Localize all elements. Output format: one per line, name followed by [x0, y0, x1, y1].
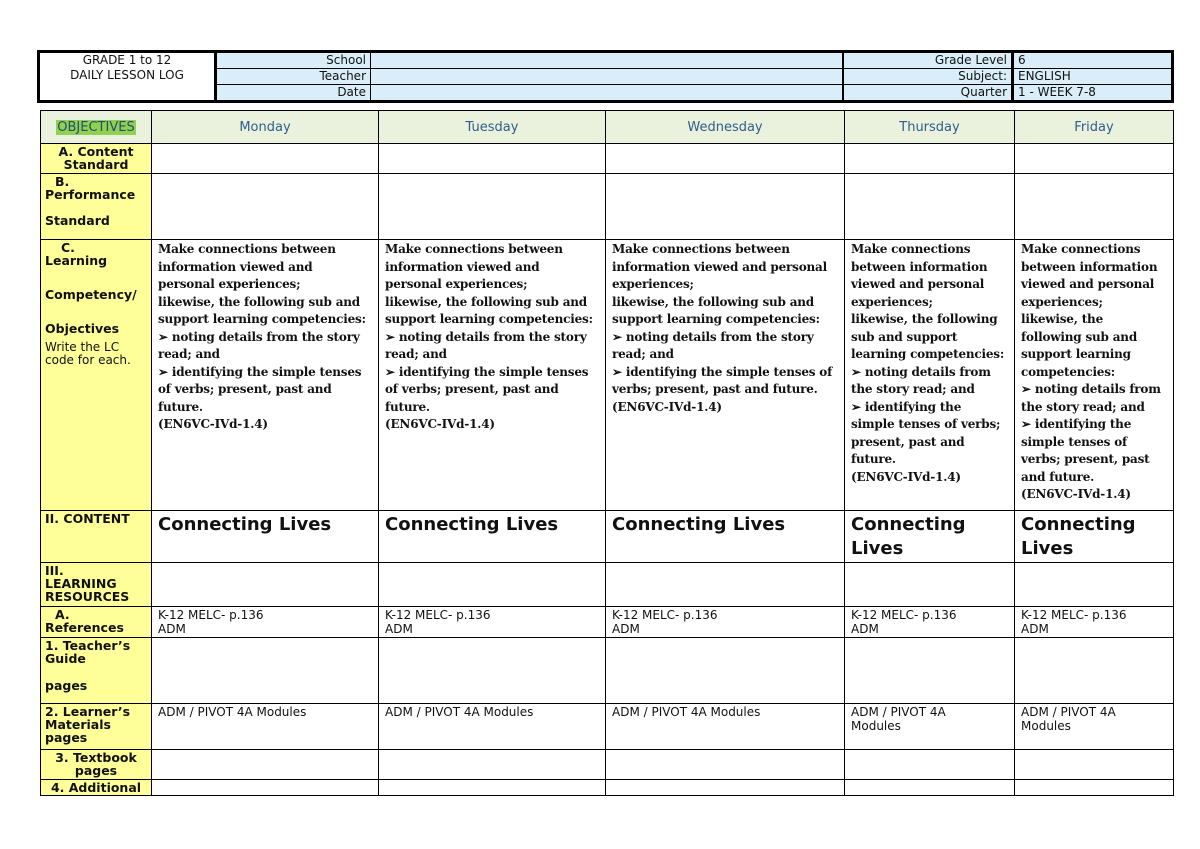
cell-line: viewed and personal: [1021, 277, 1155, 291]
cell-line: Lives: [851, 538, 904, 559]
cell[interactable]: [606, 144, 845, 174]
row-label-line: pages: [45, 730, 88, 745]
references-cell-tuesday[interactable]: [379, 607, 606, 638]
objectives-header-label: OBJECTIVES: [57, 119, 135, 135]
lesson-table: [40, 110, 1174, 796]
cell-line: ADM: [612, 622, 640, 636]
cell-line: support learning: [1021, 347, 1131, 361]
cell-line: support learning competencies:: [385, 312, 593, 326]
cell-line: K-12 MELC- p.136: [851, 608, 957, 622]
row-label-performance-standard: [41, 174, 152, 240]
content-cell-friday[interactable]: [1015, 511, 1174, 563]
header-table: [37, 50, 1174, 103]
cell[interactable]: [606, 780, 845, 796]
cell-line: ADM / PIVOT 4A: [1021, 705, 1116, 719]
cell-line: likewise, the following sub and: [158, 294, 360, 309]
learners-materials-cell-tuesday[interactable]: [379, 704, 606, 750]
row-label-textbook: [41, 750, 152, 780]
references-cell-thursday[interactable]: [845, 607, 1015, 638]
row-label-line: Standard: [63, 157, 129, 172]
cell[interactable]: [845, 638, 1015, 704]
cell-line: verbs; present, past: [1021, 452, 1150, 466]
cell-line: ADM: [1021, 622, 1049, 636]
subject-label: Subject:: [843, 69, 1013, 85]
cell-line: ➢ identifying the simple tenses: [385, 364, 589, 379]
row-label-content: II. CONTENT: [41, 511, 152, 563]
cell-line: read; and: [612, 347, 674, 361]
cell-line: Connecting: [1021, 514, 1136, 535]
competency-cell-friday[interactable]: [1015, 240, 1174, 511]
row-label-line: Learning: [45, 253, 108, 268]
cell-line: (EN6VC-IVd-1.4): [385, 417, 495, 431]
competency-cell-monday[interactable]: [152, 240, 379, 511]
cell[interactable]: [845, 174, 1015, 240]
cell[interactable]: [1015, 174, 1174, 240]
cell-line: and future.: [1021, 469, 1095, 484]
cell-line: likewise, the following sub and: [612, 294, 814, 309]
row-label-additional: 4. Additional: [41, 780, 152, 796]
row-label-line: RESOURCES: [45, 589, 130, 604]
lc-note-line: Write the LC: [45, 340, 120, 354]
cell-line: Connecting Lives: [612, 514, 786, 535]
competency-cell-wednesday[interactable]: [606, 240, 845, 511]
cell-line: information viewed and: [385, 259, 540, 274]
school-label: School: [216, 52, 371, 69]
references-cell-monday[interactable]: [152, 607, 379, 638]
cell-line: information viewed and: [158, 259, 313, 274]
row-label-line: [45, 267, 147, 288]
row-label-line: Materials: [45, 717, 111, 732]
cell[interactable]: [845, 144, 1015, 174]
competency-cell-tuesday[interactable]: [379, 240, 606, 511]
row-label-line: Standard: [45, 213, 110, 228]
row-label-line: C.: [61, 240, 75, 255]
row-label-line: LEARNING: [45, 576, 117, 591]
cell-line: support learning competencies:: [612, 312, 820, 326]
date-field[interactable]: [371, 85, 843, 102]
learners-materials-cell-monday[interactable]: [152, 704, 379, 750]
row-label-line: 2. Learner’s: [45, 704, 131, 719]
cell-line: of verbs; present, past and: [385, 382, 559, 396]
cell-line: support learning competencies:: [158, 312, 366, 326]
cell-line: Modules: [851, 719, 901, 733]
cell[interactable]: [379, 563, 606, 607]
cell-line: ➢ identifying the: [1021, 417, 1132, 431]
cell-line: likewise, the: [1021, 312, 1104, 326]
cell[interactable]: [152, 638, 379, 704]
cell-line: K-12 MELC- p.136: [612, 608, 718, 622]
cell[interactable]: [152, 174, 379, 240]
cell-line: likewise, the following sub and: [385, 294, 587, 309]
cell-line: competencies:: [1021, 364, 1116, 379]
cell[interactable]: [379, 144, 606, 174]
day-header-wednesday: Wednesday: [606, 111, 845, 144]
title-line2: DAILY LESSON LOG: [70, 68, 184, 82]
cell[interactable]: [152, 750, 379, 780]
log-title: [39, 52, 216, 102]
cell[interactable]: [379, 780, 606, 796]
learners-materials-cell-friday[interactable]: [1015, 704, 1174, 750]
cell[interactable]: [379, 174, 606, 240]
cell-line: ADM / PIVOT 4A Modules: [612, 705, 761, 719]
table-row: [41, 780, 1174, 796]
cell-line: experiences;: [612, 277, 694, 291]
row-label-line: pages: [45, 678, 88, 693]
cell-line: likewise, the following: [851, 312, 998, 326]
cell-line: K-12 MELC- p.136: [158, 608, 264, 622]
cell-line: following sub and: [1021, 329, 1138, 344]
cell[interactable]: [379, 638, 606, 704]
title-line1: GRADE 1 to 12: [82, 53, 172, 67]
table-row: [41, 607, 1174, 638]
cell-line: sub and support: [851, 329, 958, 344]
learners-materials-cell-wednesday[interactable]: [606, 704, 845, 750]
cell-line: read; and: [385, 347, 447, 361]
cell-line: ADM / PIVOT 4A: [851, 705, 946, 719]
row-label-line: Competency/: [45, 287, 137, 302]
cell-line: experiences;: [851, 294, 933, 309]
cell-line: between information: [851, 259, 988, 274]
row-label-line: A. Content: [58, 144, 134, 159]
cell[interactable]: [1015, 750, 1174, 780]
cell-line: between information: [1021, 259, 1158, 274]
cell-line: ADM: [385, 622, 413, 636]
quarter-label: Quarter: [843, 85, 1013, 102]
day-header-monday: Monday: [152, 111, 379, 144]
cell-line: future.: [851, 452, 896, 466]
cell-line: ➢ noting details from the story: [385, 329, 587, 344]
row-label-learning-resources: [41, 563, 152, 607]
row-label-line: References: [45, 620, 124, 635]
cell-line: ADM / PIVOT 4A Modules: [385, 705, 534, 719]
cell-line: (EN6VC-IVd-1.4): [158, 417, 268, 431]
cell[interactable]: [1015, 780, 1174, 796]
table-row: [41, 563, 1174, 607]
cell-line: ➢ identifying the simple tenses: [158, 364, 362, 379]
cell-line: Connecting Lives: [158, 514, 332, 535]
quarter-field[interactable]: 1 - WEEK 7-8: [1013, 85, 1173, 102]
row-label-references: [41, 607, 152, 638]
cell-line: the story read; and: [1021, 399, 1145, 414]
cell-line: ➢ noting details from: [851, 364, 991, 379]
subject-field[interactable]: ENGLISH: [1013, 69, 1173, 85]
competency-cell-thursday[interactable]: [845, 240, 1015, 511]
cell-line: Make connections between: [612, 242, 790, 256]
cell-line: (EN6VC-IVd-1.4): [851, 469, 961, 484]
cell-line: read; and: [158, 347, 220, 361]
cell-line: simple tenses of: [1021, 434, 1127, 449]
grade-level-field[interactable]: 6: [1013, 52, 1173, 69]
cell[interactable]: [152, 563, 379, 607]
cell-line: ➢ noting details from the story: [612, 329, 814, 344]
teacher-field[interactable]: [371, 69, 843, 85]
row-label-line: 3. Textbook: [55, 750, 137, 765]
row-label-learners-materials: [41, 704, 152, 750]
cell-line: ➢ noting details from: [1021, 382, 1161, 396]
row-label-line: 1. Teacher’s: [45, 638, 131, 653]
row-label-line: A.: [55, 607, 70, 622]
cell-line: future.: [385, 399, 430, 414]
table-row: [41, 638, 1174, 704]
table-row: [41, 240, 1174, 511]
row-label-line: [45, 301, 147, 322]
school-field[interactable]: [371, 52, 843, 69]
row-label-learning-competency: [41, 240, 152, 511]
cell-line: (EN6VC-IVd-1.4): [1021, 487, 1131, 501]
cell[interactable]: [606, 638, 845, 704]
cell-line: K-12 MELC- p.136: [385, 608, 491, 622]
cell[interactable]: [152, 144, 379, 174]
cell[interactable]: [606, 750, 845, 780]
cell[interactable]: [1015, 144, 1174, 174]
cell[interactable]: [606, 563, 845, 607]
day-header-tuesday: Tuesday: [379, 111, 606, 144]
cell[interactable]: [1015, 638, 1174, 704]
cell-line: Lives: [1021, 538, 1074, 559]
cell-line: simple tenses of verbs;: [851, 417, 1001, 431]
objectives-header: [41, 111, 152, 144]
cell[interactable]: [1015, 563, 1174, 607]
row-label-line: [45, 665, 147, 679]
cell-line: Connecting Lives: [385, 514, 559, 535]
row-label-teachers-guide: [41, 638, 152, 704]
cell-line: present, past and: [851, 434, 965, 449]
cell-line: Make connections between: [158, 242, 336, 256]
cell-line: ➢ identifying the: [851, 399, 962, 414]
cell[interactable]: [606, 174, 845, 240]
cell-line: ADM: [158, 622, 186, 636]
date-label: Date: [216, 85, 371, 102]
cell-line: ADM: [851, 622, 879, 636]
row-label-line: Performance: [45, 187, 136, 202]
cell-line: viewed and personal: [851, 277, 985, 291]
cell-line: the story read; and: [851, 382, 975, 396]
content-cell-tuesday[interactable]: [379, 511, 606, 563]
cell-line: learning competencies:: [851, 347, 1005, 361]
cell-line: Make connections: [1021, 242, 1141, 256]
cell-line: experiences;: [1021, 294, 1103, 309]
grade-level-label: Grade Level: [843, 52, 1013, 69]
row-label-line: Guide: [45, 651, 86, 666]
cell-line: verbs; present, past and future.: [612, 382, 818, 396]
cell-line: K-12 MELC- p.136: [1021, 608, 1127, 622]
cell-line: of verbs; present, past and: [158, 382, 332, 396]
cell-line: Make connections: [851, 242, 971, 256]
content-cell-monday[interactable]: [152, 511, 379, 563]
cell[interactable]: [379, 750, 606, 780]
cell[interactable]: [845, 563, 1015, 607]
row-label-line: Objectives: [45, 321, 120, 336]
content-cell-wednesday[interactable]: [606, 511, 845, 563]
cell-line: Connecting: [851, 514, 966, 535]
row-label-line: B.: [55, 174, 70, 189]
cell[interactable]: [845, 750, 1015, 780]
cell-line: personal experiences;: [158, 277, 301, 291]
teacher-label: Teacher: [216, 69, 371, 85]
table-row: [41, 750, 1174, 780]
row-label-line: pages: [74, 763, 118, 778]
content-cell-thursday[interactable]: [845, 511, 1015, 563]
cell[interactable]: [845, 780, 1015, 796]
cell-line: Make connections between: [385, 242, 563, 256]
day-header-thursday: Thursday: [845, 111, 1015, 144]
cell-line: ADM / PIVOT 4A Modules: [158, 705, 307, 719]
cell-line: future.: [158, 399, 203, 414]
cell-line: (EN6VC-IVd-1.4): [612, 399, 722, 414]
table-row: [41, 704, 1174, 750]
table-row: [41, 511, 1174, 563]
day-header-friday: Friday: [1015, 111, 1174, 144]
cell-line: ➢ noting details from the story: [158, 329, 360, 344]
row-label-content-standard: [41, 144, 152, 174]
row-label-line: III.: [45, 563, 64, 578]
references-cell-wednesday[interactable]: [606, 607, 845, 638]
cell-line: ➢ identifying the simple tenses of: [612, 364, 833, 379]
cell-line: information viewed and personal: [612, 259, 827, 274]
table-row: [41, 174, 1174, 240]
references-cell-friday[interactable]: [1015, 607, 1174, 638]
cell-line: personal experiences;: [385, 277, 528, 291]
table-row: [41, 144, 1174, 174]
learners-materials-cell-thursday[interactable]: [845, 704, 1015, 750]
cell-line: Modules: [1021, 719, 1071, 733]
lc-note-line: code for each.: [45, 353, 131, 367]
cell[interactable]: [152, 780, 379, 796]
